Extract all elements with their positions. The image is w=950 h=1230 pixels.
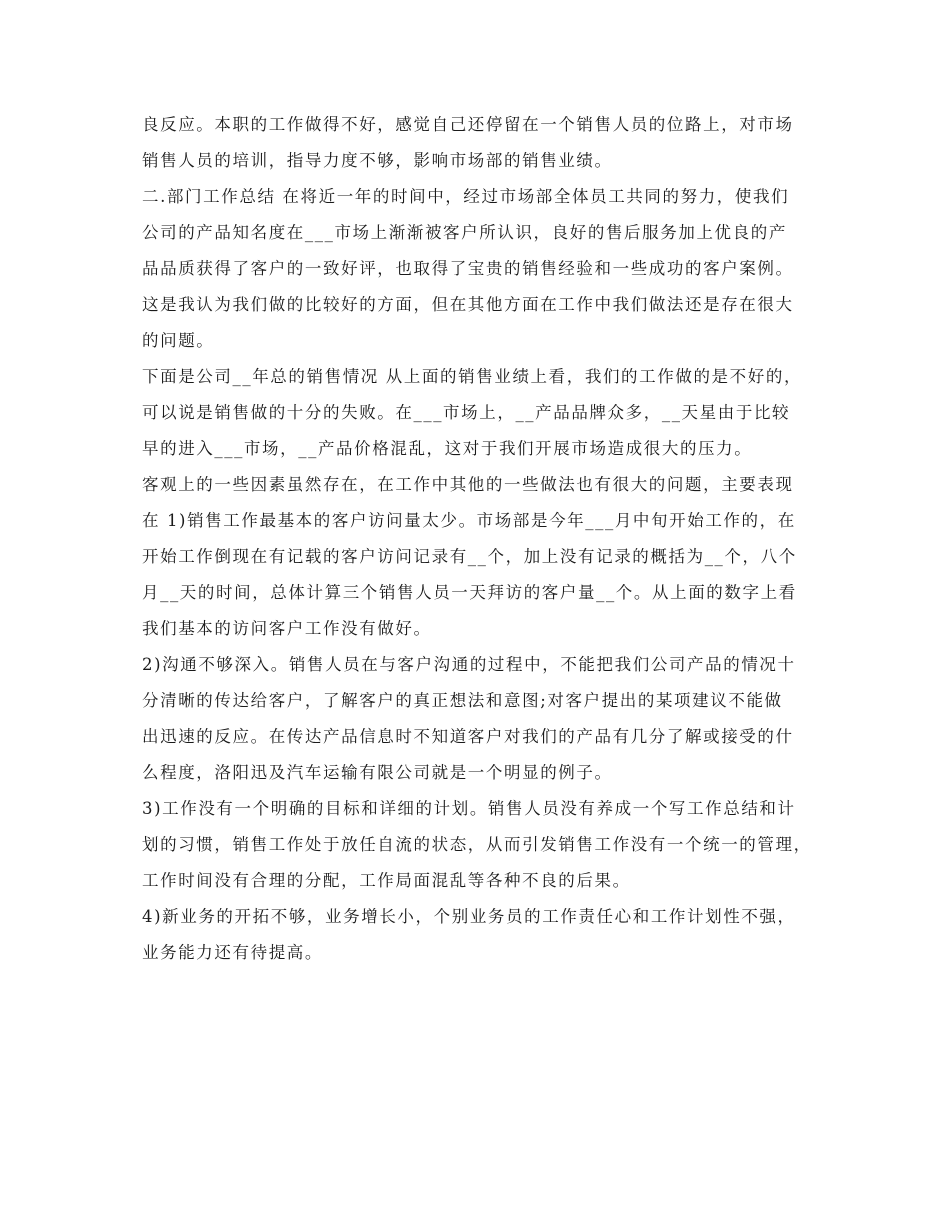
paragraph-sales-situation bbox=[142, 359, 817, 467]
document-body bbox=[142, 107, 817, 971]
text-line: 出迅速的反应。在传达产品信息时不知道客户对我们的产品有几分了解或接受的什 bbox=[142, 727, 794, 746]
text-line: 我们基本的访问客户工作没有做好。 bbox=[142, 619, 432, 638]
text-line: 这是我认为我们做的比较好的方面，但在其他方面在工作中我们做法还是存在很大 bbox=[142, 295, 794, 314]
paragraph-problem-1 bbox=[142, 467, 817, 647]
text-line: 月__天的时间，总体计算三个销售人员一天拜访的客户量__个。从上面的数字上看 bbox=[142, 583, 797, 602]
text-line: 品品质获得了客户的一致好评，也取得了宝贵的销售经验和一些成功的客户案例。 bbox=[142, 259, 794, 278]
paragraph-previous-shortcomings bbox=[142, 107, 817, 179]
text-line: 良反应。本职的工作做得不好，感觉自己还停留在一个销售人员的位路上，对市场 bbox=[142, 115, 794, 134]
text-line: 业务能力还有待提高。 bbox=[142, 943, 323, 962]
text-line: 么程度，洛阳迅及汽车运输有限公司就是一个明显的例子。 bbox=[142, 763, 613, 782]
text-line: 客观上的一些因素虽然存在，在工作中其他的一些做法也有很大的问题，主要表现 bbox=[142, 475, 794, 494]
text-line: 可以说是销售做的十分的失败。在___市场上，__产品品牌众多，__天星由于比较 bbox=[142, 403, 791, 422]
text-line: 3)工作没有一个明确的目标和详细的计划。销售人员没有养成一个写工作总结和计 bbox=[142, 799, 796, 818]
text-line: 划的习惯，销售工作处于放任自流的状态，从而引发销售工作没有一个统一的管理， bbox=[142, 835, 812, 854]
paragraph-department-summary bbox=[142, 179, 817, 359]
text-line: 的问题。 bbox=[142, 331, 215, 350]
text-line: 早的进入___市场，__产品价格混乱，这对于我们开展市场造成很大的压力。 bbox=[142, 439, 753, 458]
text-line: 工作时间没有合理的分配，工作局面混乱等各种不良的后果。 bbox=[142, 871, 631, 890]
text-line: 二.部门工作总结 在将近一年的时间中，经过市场部全体员工共同的努力，使我们 bbox=[142, 187, 790, 206]
paragraph-problem-4 bbox=[142, 899, 817, 971]
text-line: 公司的产品知名度在___市场上渐渐被客户所认识，良好的售后服务加上优良的产 bbox=[142, 223, 787, 242]
text-line: 2)沟通不够深入。销售人员在与客户沟通的过程中，不能把我们公司产品的情况十 bbox=[142, 655, 796, 674]
text-line: 分清晰的传达给客户，了解客户的真正想法和意图;对客户提出的某项建议不能做 bbox=[142, 691, 783, 710]
text-line: 开始工作倒现在有记载的客户访问记录有__个，加上没有记录的概括为__个，八个 bbox=[142, 547, 797, 566]
text-line: 在 1)销售工作最基本的客户访问量太少。市场部是今年___月中旬开始工作的，在 bbox=[142, 511, 796, 530]
text-line: 下面是公司__年总的销售情况 从上面的销售业绩上看，我们的工作做的是不好的， bbox=[142, 367, 803, 386]
text-line: 销售人员的培训，指导力度不够，影响市场部的销售业绩。 bbox=[142, 151, 613, 170]
text-line: 4)新业务的开拓不够，业务增长小，个别业务员的工作责任心和工作计划性不强， bbox=[142, 907, 796, 926]
paragraph-problem-2 bbox=[142, 647, 817, 791]
paragraph-problem-3 bbox=[142, 791, 817, 899]
